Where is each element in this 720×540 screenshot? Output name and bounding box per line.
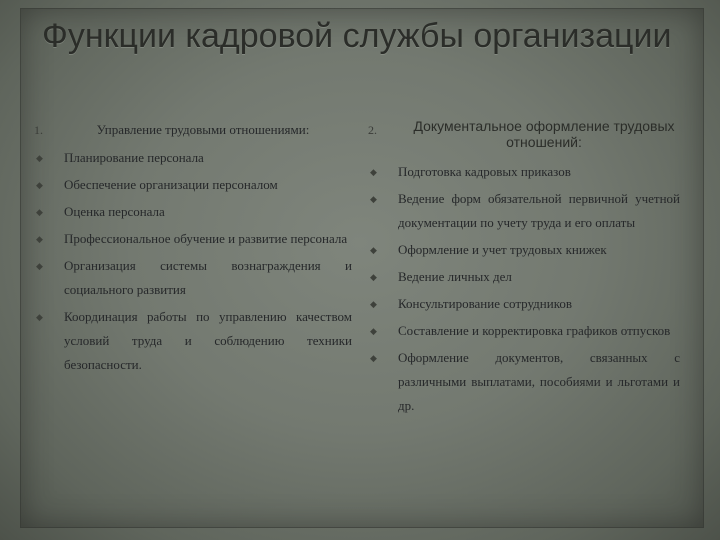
list-item — [368, 265, 680, 289]
diamond-bullet-icon: ◆ — [36, 153, 43, 163]
left-list — [34, 146, 352, 377]
list-item — [34, 254, 352, 302]
list-item — [34, 305, 352, 377]
diamond-bullet-icon: ◆ — [370, 353, 377, 363]
list-item-text: Профессиональное обучение и развитие персонала — [64, 231, 348, 246]
list-item-text: Составление и корректировка графиков отпусков — [398, 323, 671, 338]
diamond-bullet-icon: ◆ — [36, 234, 43, 244]
diamond-bullet-icon: ◆ — [36, 312, 43, 322]
list-item — [368, 292, 680, 316]
left-column-number: 1. — [34, 123, 43, 137]
right-column-heading: Документальное оформление трудовых отношений: — [413, 118, 675, 150]
list-item-text: Оформление и учет трудовых книжек — [398, 242, 607, 257]
list-item-text: Ведение форм обязательной первичной учетной документации по учету труда и его оплаты — [398, 191, 680, 230]
diamond-bullet-icon: ◆ — [370, 245, 377, 255]
right-column-header — [368, 118, 680, 150]
list-item — [368, 319, 680, 343]
list-item — [34, 200, 352, 224]
list-item — [34, 146, 352, 170]
list-item — [34, 227, 352, 251]
list-item — [368, 346, 680, 418]
list-item-text: Оформление документов, связанных с различными выплатами, пособиями и льготами и др. — [398, 350, 680, 413]
diamond-bullet-icon: ◆ — [36, 261, 43, 271]
right-column-number: 2. — [368, 123, 377, 137]
right-list — [368, 160, 680, 418]
left-column-header — [34, 118, 352, 142]
diamond-bullet-icon: ◆ — [370, 326, 377, 336]
diamond-bullet-icon: ◆ — [36, 207, 43, 217]
list-item-text: Организация системы вознаграждения и социального развития — [64, 258, 352, 297]
list-item-text: Обеспечение организации персоналом — [64, 177, 278, 192]
list-item-text: Консультирование сотрудников — [398, 296, 573, 311]
list-item — [368, 187, 680, 235]
list-item-text: Подготовка кадровых приказов — [398, 164, 571, 179]
list-item-text: Оценка персонала — [64, 204, 165, 219]
diamond-bullet-icon: ◆ — [370, 299, 377, 309]
list-item — [34, 173, 352, 197]
diamond-bullet-icon: ◆ — [36, 180, 43, 190]
diamond-bullet-icon: ◆ — [370, 167, 377, 177]
list-item-text: Планирование персонала — [64, 150, 204, 165]
slide-title: Функции кадровой службы организации — [42, 17, 672, 55]
list-item — [368, 160, 680, 184]
left-column-heading: Управление трудовыми отношениями: — [96, 122, 310, 137]
left-column — [34, 118, 352, 380]
list-item-text: Координация работы по управлению качеством условий труда и соблюдению техники безопасности. — [64, 309, 352, 372]
list-item-text: Ведение личных дел — [398, 269, 512, 284]
right-column — [368, 118, 680, 421]
diamond-bullet-icon: ◆ — [370, 272, 377, 282]
diamond-bullet-icon: ◆ — [370, 194, 377, 204]
list-item — [368, 238, 680, 262]
